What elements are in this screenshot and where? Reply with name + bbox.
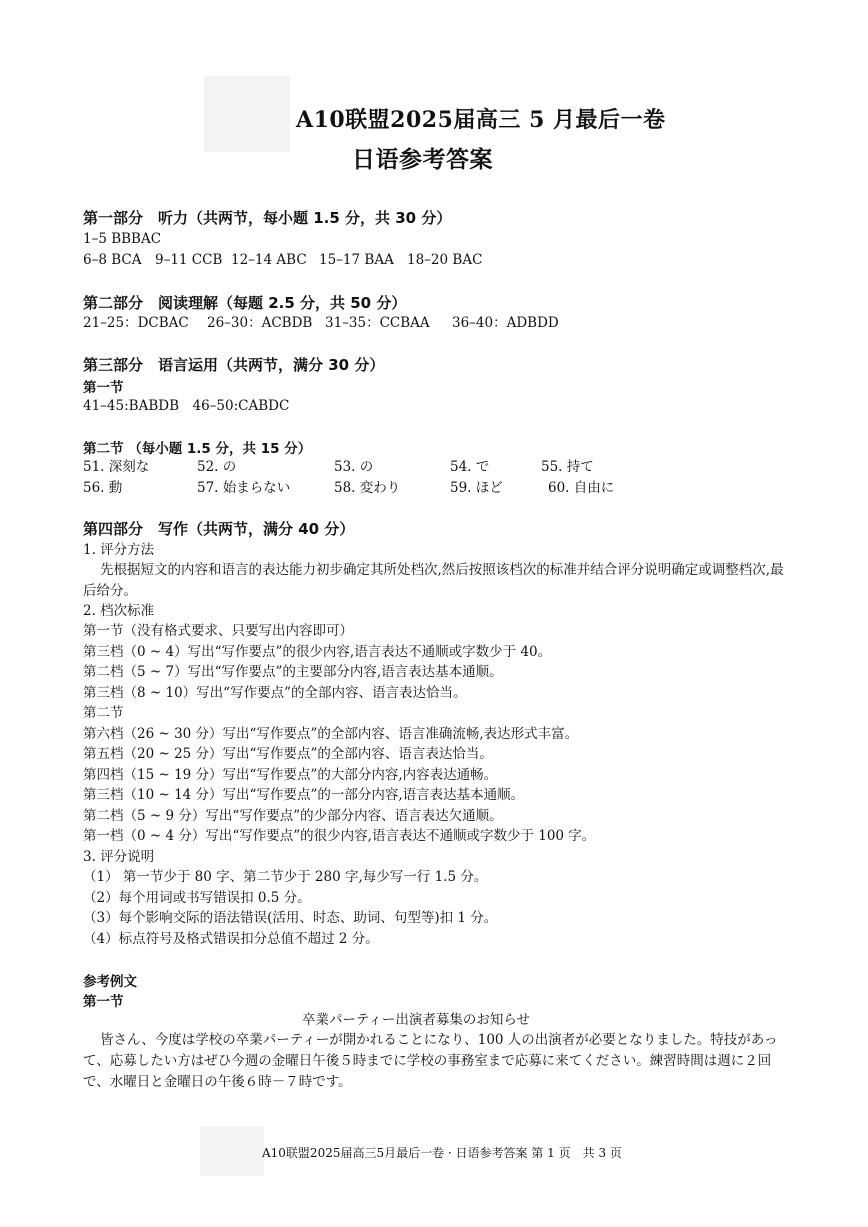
part3-section2-heading: 第二节 （每小题 1.5 分，共 15 分） <box>83 441 312 457</box>
levels-heading: 2. 档次标准 <box>83 603 155 619</box>
answer-item: 15–17 BAA <box>319 252 394 268</box>
scoring-method-text: 先根据短文的内容和语言的表达能力初步确定其所处档次,然后按照该档次的标准并结合评分说明确定或调整档次,最后给分。 <box>83 562 784 599</box>
level-line: 第二档（5 ~ 7）写出“写作要点”的主要部分内容,语言表达基本通顺。 <box>83 664 503 680</box>
note-line: （3）每个影响交际的语法错误(活用、时态、助词、句型等)扣 1 分。 <box>83 910 498 926</box>
section2-label: 第二节 <box>83 705 124 721</box>
part4-heading: 第四部分 写作（共两节，满分 40 分） <box>83 520 355 538</box>
level-line: 第五档（20 ~ 25 分）写出“写作要点”的全部内容、语言表达恰当。 <box>83 746 493 762</box>
footer-logo-box <box>200 1126 264 1176</box>
answer-item: 31–35：CCBAA <box>325 315 430 331</box>
section1-label: 第一节（没有格式要求、只要写出内容即可） <box>83 623 353 639</box>
level-line: 第二档（5 ~ 9 分）写出“写作要点”的少部分内容、语言表达欠通顺。 <box>83 808 503 824</box>
header-logo-box <box>204 76 290 152</box>
level-line: 第三档（8 ~ 10）写出“写作要点”的全部内容、语言表达恰当。 <box>83 685 467 701</box>
level-line: 第四档（15 ~ 19 分）写出“写作要点”的大部分内容,内容表达通畅。 <box>83 767 498 783</box>
level-line: 第六档（26 ~ 30 分）写出“写作要点”的全部内容、语言准确流畅,表达形式丰富。 <box>83 726 579 742</box>
answer-item: 18–20 BAC <box>407 252 483 268</box>
fill-answer: 53. の <box>334 459 374 475</box>
sample-section-label: 第一节 <box>83 994 124 1010</box>
part3-section1-answers: 41–45:BABDB 46–50:CABDC <box>83 398 290 414</box>
part1-heading: 第一部分 听力（共两节，每小题 1.5 分，共 30 分） <box>83 209 452 227</box>
fill-answer: 52. の <box>197 459 237 475</box>
notice-title: 卒業パーティー出演者募集のお知らせ <box>302 1012 531 1028</box>
note-line: （4）标点符号及格式错误扣分总值不超过 2 分。 <box>83 931 379 947</box>
fill-answer: 57. 始まらない <box>197 480 291 496</box>
sample-heading: 参考例文 <box>83 974 137 990</box>
document-subtitle: 日语参考答案 <box>352 146 493 173</box>
fill-answer: 56. 動 <box>83 480 123 496</box>
fill-answer: 51. 深刻な <box>83 459 150 475</box>
fill-answer: 55. 持て <box>541 459 594 475</box>
note-line: （1） 第一节少于 80 字、第二节少于 280 字,每少写一行 1.5 分。 <box>83 869 488 885</box>
answer-item: 12–14 ABC <box>231 252 307 268</box>
answer-item: 1–5 BBBAC <box>83 231 162 247</box>
part3-section1-heading: 第一节 <box>83 380 124 396</box>
notice-body: 皆さん、今度は学校の卒業パーティーが開かれることになり、100 人の出演者が必要となりました。特技があって、応募したい方はぜひ今週の金曜日午後５時までに学校の事務室まで応募に来てください。練習時間は週に２回で、水曜日と金曜日の午後６時－７時です。 <box>83 1032 778 1090</box>
fill-answer: 60. 自由に <box>548 480 615 496</box>
answer-item: 6–8 BCA <box>83 252 142 268</box>
fill-answer: 54. で <box>450 459 490 475</box>
note-line: （2）每个用词或书写错误扣 0.5 分。 <box>83 890 311 906</box>
answer-item: 36–40：ADBDD <box>452 315 559 331</box>
level-line: 第一档（0 ~ 4 分）写出“写作要点”的很少内容,语言表达不通顺或字数少于 100 字。 <box>83 828 596 844</box>
document-title: A10联盟2025届高三 5 月最后一卷 <box>296 107 666 133</box>
answer-item: 9–11 CCB <box>155 252 223 268</box>
page-footer: A10联盟2025届高三5月最后一卷 · 日语参考答案 第 1 页 共 3 页 <box>262 1146 622 1160</box>
answer-item: 21–25：DCBAC <box>83 315 189 331</box>
level-line: 第三档（10 ~ 14 分）写出“写作要点”的一部分内容,语言表达基本通顺。 <box>83 787 525 803</box>
level-line: 第三档（0 ~ 4）写出“写作要点”的很少内容,语言表达不通顺或字数少于 40。 <box>83 644 552 660</box>
answer-item: 26–30：ACBDB <box>207 315 313 331</box>
scoring-method-heading: 1. 评分方法 <box>83 542 155 558</box>
part3-heading: 第三部分 语言运用（共两节，满分 30 分） <box>83 356 385 374</box>
notes-heading: 3. 评分说明 <box>83 849 155 865</box>
fill-answer: 59. ほど <box>450 480 503 496</box>
part2-heading: 第二部分 阅读理解（每题 2.5 分，共 50 分） <box>83 294 407 312</box>
fill-answer: 58. 変わり <box>334 480 401 496</box>
